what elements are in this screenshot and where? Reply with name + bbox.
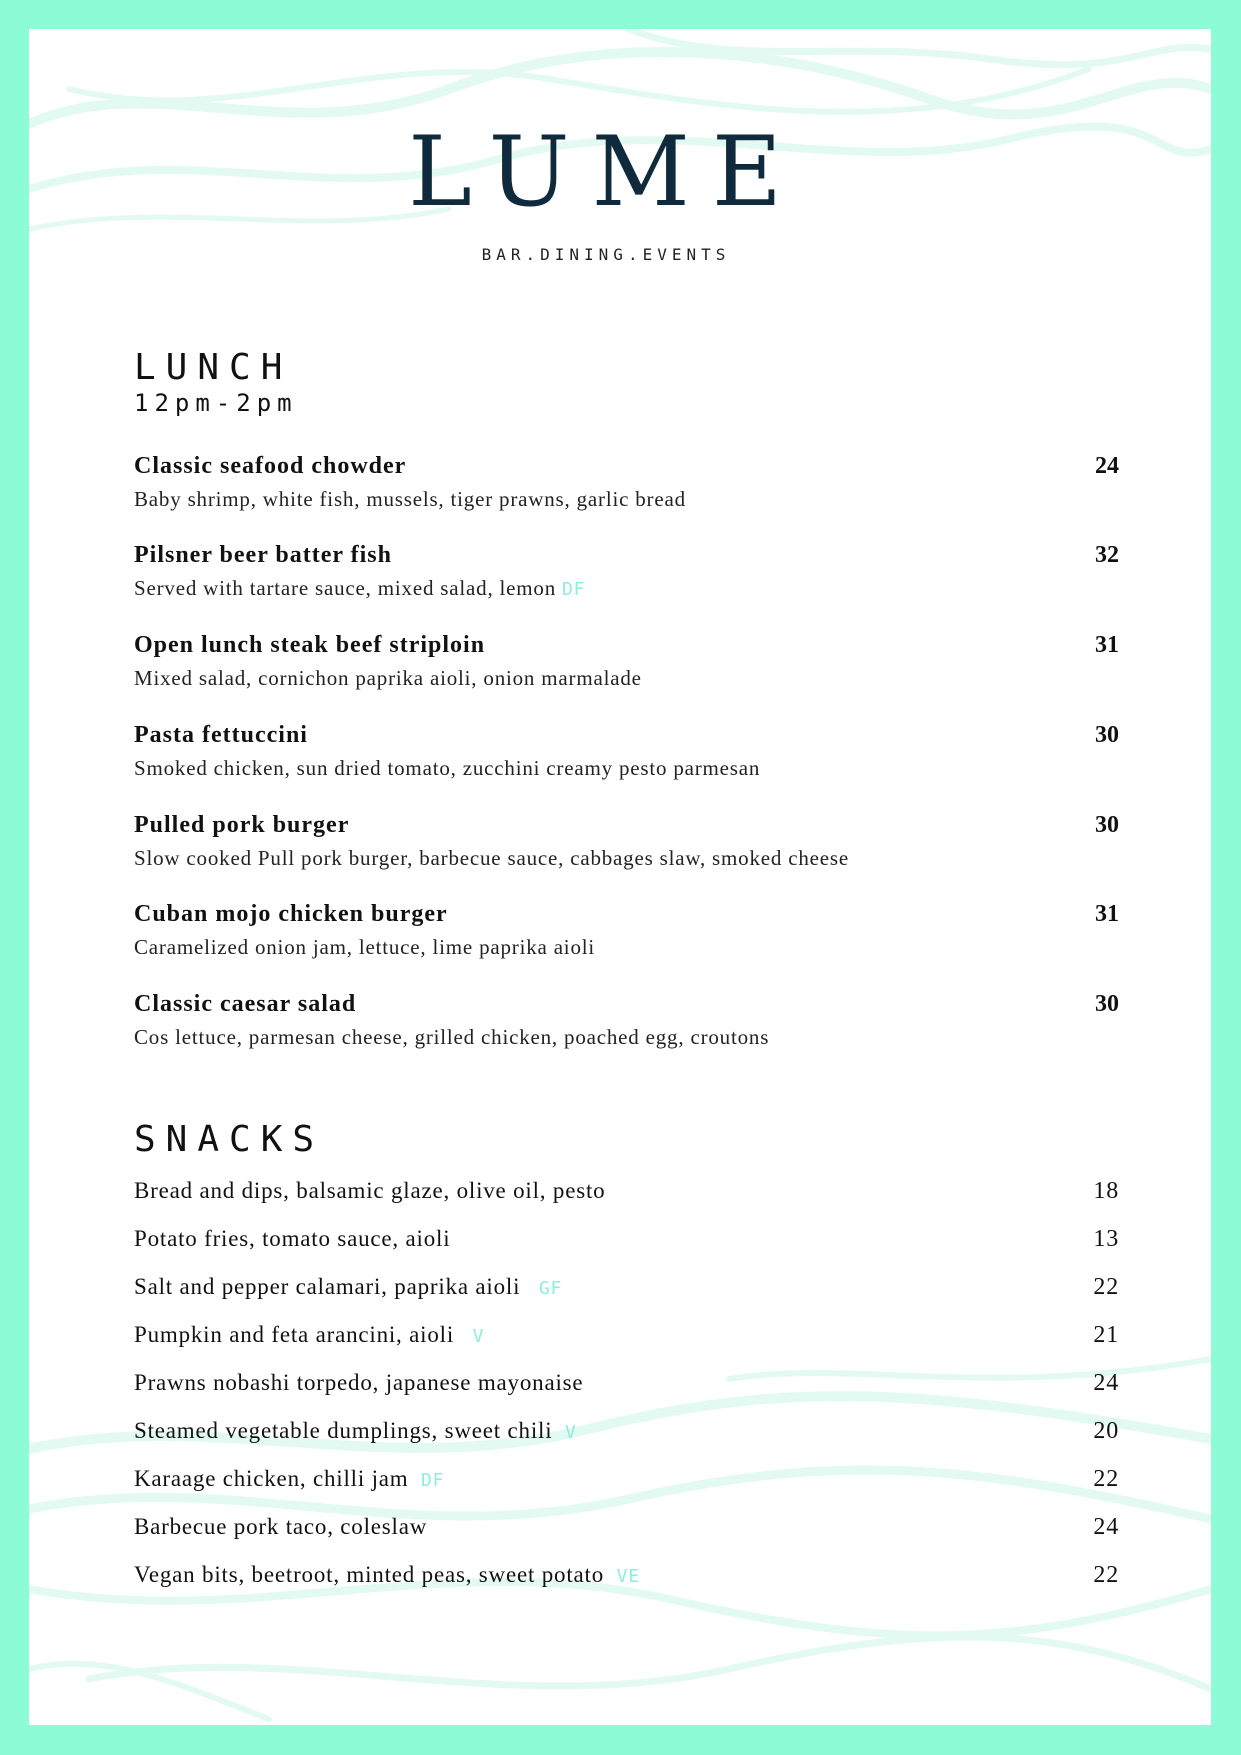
snacks-section-title: SNACKS bbox=[134, 1119, 325, 1160]
snack-price: 18 bbox=[1093, 1178, 1119, 1204]
item-price: 32 bbox=[1095, 542, 1119, 568]
snack-name: Salt and pepper calamari, paprika aioli bbox=[134, 1274, 521, 1299]
item-price: 30 bbox=[1095, 722, 1119, 748]
brand-tagline: BAR.DINING.EVENTS bbox=[481, 245, 731, 264]
item-description: Caramelized onion jam, lettuce, lime paprika aioli bbox=[134, 935, 596, 959]
item-description: Smoked chicken, sun dried tomato, zucchini creamy pesto parmesan bbox=[134, 756, 761, 780]
snack-price: 20 bbox=[1093, 1418, 1119, 1444]
menu-item bbox=[134, 541, 1119, 603]
snack-item bbox=[134, 1369, 1119, 1397]
snack-price: 22 bbox=[1093, 1562, 1119, 1588]
item-price: 24 bbox=[1095, 453, 1119, 479]
item-name: Cuban mojo chicken burger bbox=[134, 901, 448, 927]
item-description: Baby shrimp, white fish, mussels, tiger prawns, garlic bread bbox=[134, 487, 686, 511]
snack-item bbox=[134, 1513, 1119, 1541]
snack-name: Barbecue pork taco, coleslaw bbox=[134, 1514, 428, 1539]
snack-item bbox=[134, 1321, 1119, 1351]
menu-item bbox=[134, 721, 1119, 781]
snack-name: Karaage chicken, chilli jam bbox=[134, 1466, 409, 1491]
item-description: Served with tartare sauce, mixed salad, lemon DF bbox=[134, 576, 586, 600]
snack-price: 24 bbox=[1093, 1514, 1119, 1540]
snack-item bbox=[134, 1561, 1119, 1591]
menu-sheet bbox=[29, 29, 1211, 1725]
snack-name: Bread and dips, balsamic glaze, olive oil, pesto bbox=[134, 1178, 606, 1203]
item-description: Cos lettuce, parmesan cheese, grilled chicken, poached egg, croutons bbox=[134, 1025, 770, 1049]
snack-price: 21 bbox=[1093, 1322, 1119, 1348]
menu-item bbox=[134, 900, 1119, 960]
snack-price: 22 bbox=[1093, 1274, 1119, 1300]
item-description: Slow cooked Pull pork burger, barbecue sauce, cabbages slaw, smoked cheese bbox=[134, 846, 849, 870]
snack-name: Pumpkin and feta arancini, aioli bbox=[134, 1322, 455, 1347]
item-price: 30 bbox=[1095, 991, 1119, 1017]
item-price: 31 bbox=[1095, 901, 1119, 927]
snack-item bbox=[134, 1225, 1119, 1253]
item-name: Pasta fettuccini bbox=[134, 722, 308, 748]
lunch-section-title: LUNCH bbox=[134, 347, 293, 388]
snack-item bbox=[134, 1273, 1119, 1303]
menu-item bbox=[134, 990, 1119, 1050]
dietary-tag: DF bbox=[562, 579, 586, 600]
brand-logo: LUME bbox=[408, 116, 804, 228]
item-name: Classic seafood chowder bbox=[134, 453, 407, 479]
dietary-tag: VE bbox=[616, 1566, 640, 1587]
item-price: 30 bbox=[1095, 812, 1119, 838]
dietary-tag: GF bbox=[538, 1278, 563, 1299]
dietary-tag: V bbox=[565, 1422, 577, 1443]
menu-item bbox=[134, 631, 1119, 691]
snack-name: Steamed vegetable dumplings, sweet chili bbox=[134, 1418, 553, 1443]
snack-name: Vegan bits, beetroot, minted peas, sweet potato bbox=[134, 1562, 605, 1587]
item-name: Open lunch steak beef striploin bbox=[134, 632, 486, 658]
item-name: Pulled pork burger bbox=[134, 812, 350, 838]
item-name: Pilsner beer batter fish bbox=[134, 542, 392, 568]
item-price: 31 bbox=[1095, 632, 1119, 658]
dietary-tag: V bbox=[472, 1326, 485, 1347]
item-description: Mixed salad, cornichon paprika aioli, onion marmalade bbox=[134, 666, 642, 690]
snack-item bbox=[134, 1465, 1119, 1495]
menu-item bbox=[134, 811, 1119, 871]
snack-item bbox=[134, 1177, 1119, 1205]
lunch-hours: 12pm-2pm bbox=[134, 389, 298, 417]
menu-item bbox=[134, 452, 1119, 512]
snack-price: 24 bbox=[1093, 1370, 1119, 1396]
snack-name: Prawns nobashi torpedo, japanese mayonaise bbox=[134, 1370, 584, 1395]
snack-price: 13 bbox=[1093, 1226, 1119, 1252]
snack-item bbox=[134, 1417, 1119, 1447]
item-name: Classic caesar salad bbox=[134, 991, 357, 1017]
snack-name: Potato fries, tomato sauce, aioli bbox=[134, 1226, 451, 1251]
snack-price: 22 bbox=[1093, 1466, 1119, 1492]
dietary-tag: DF bbox=[421, 1470, 445, 1491]
